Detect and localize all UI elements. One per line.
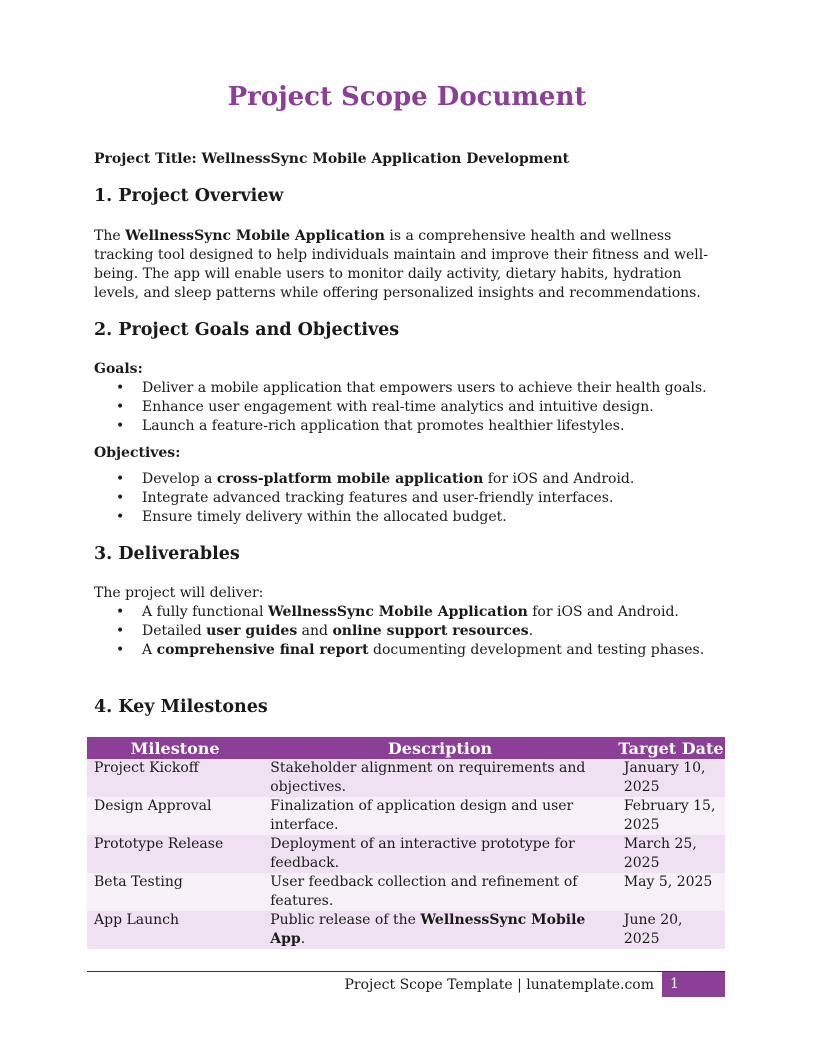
overview-paragraph: The WellnessSync Mobile Application is a comprehensive health and wellness tracking tool designed to help individuals maintain and improve their fitness and well-being. The app will enable users to monitor daily activity, dietary habits, hydration levels, and sleep patterns while offering personalized insights and recommendations.	[94, 228, 708, 301]
section-heading-overview: 1. Project Overview	[94, 186, 284, 206]
list-item: • Ensure timely delivery within the allocated budget.	[94, 508, 734, 527]
section-heading-milestones: 4. Key Milestones	[94, 697, 268, 717]
column-header-target-date: Target Date	[618, 738, 724, 758]
document-title: Project Scope Document	[227, 82, 587, 112]
project-title: Project Title: WellnessSync Mobile Application Development	[94, 151, 570, 167]
page-number: 1	[662, 972, 725, 997]
section-heading-goals: 2. Project Goals and Objectives	[94, 320, 400, 340]
section-heading-deliverables: 3. Deliverables	[94, 544, 240, 564]
objectives-label: Objectives:	[94, 445, 181, 461]
table-row	[87, 797, 725, 835]
table-row	[87, 759, 725, 797]
list-item: • Launch a feature-rich application that promotes healthier lifestyles.	[94, 417, 734, 436]
list-item: • Enhance user engagement with real-time analytics and intuitive design.	[94, 398, 734, 417]
goals-label: Goals:	[94, 361, 143, 377]
objectives-block	[94, 444, 734, 527]
milestone-cell: App Launch	[87, 911, 263, 949]
date-cell: June 20, 2025	[617, 911, 725, 949]
list-item: • A fully functional WellnessSync Mobile Application for iOS and Android.	[94, 603, 734, 622]
goals-list	[94, 379, 734, 436]
app-name: WellnessSync Mobile Application	[125, 228, 385, 244]
description-cell: User feedback collection and refinement of features.	[263, 873, 617, 911]
table-row	[87, 911, 725, 949]
date-cell: February 15, 2025	[617, 797, 725, 835]
list-item: • Deliver a mobile application that empowers users to achieve their health goals.	[94, 379, 734, 398]
description-cell: Finalization of application design and user interface.	[263, 797, 617, 835]
milestone-cell: Beta Testing	[87, 873, 263, 911]
date-cell: May 5, 2025	[617, 873, 725, 911]
column-header-milestone: Milestone	[87, 737, 263, 759]
milestone-cell: Project Kickoff	[87, 759, 263, 797]
table-row	[87, 873, 725, 911]
list-item: • Detailed user guides and online support resources.	[94, 622, 734, 641]
deliverables-intro: The project will deliver:	[94, 585, 264, 601]
table-header-row	[87, 737, 725, 759]
objectives-list	[94, 470, 734, 527]
description-cell: Stakeholder alignment on requirements and objectives.	[263, 759, 617, 797]
list-item: • Develop a cross-platform mobile application for iOS and Android.	[94, 470, 734, 489]
description-cell: Public release of the WellnessSync Mobile App.	[263, 911, 617, 949]
footer-divider	[87, 971, 725, 972]
deliverables-block	[94, 584, 734, 660]
description-cell: Deployment of an interactive prototype for feedback.	[263, 835, 617, 873]
milestones-table	[87, 737, 725, 949]
list-item: • A comprehensive final report documenting development and testing phases.	[94, 641, 734, 660]
milestone-cell: Design Approval	[87, 797, 263, 835]
milestone-cell: Prototype Release	[87, 835, 263, 873]
list-item: • Integrate advanced tracking features and user-friendly interfaces.	[94, 489, 734, 508]
date-cell: March 25, 2025	[617, 835, 725, 873]
footer-text: Project Scope Template | lunatemplate.com	[344, 977, 654, 993]
date-cell: January 10, 2025	[617, 759, 725, 797]
deliverables-list	[94, 603, 734, 660]
table-row	[87, 835, 725, 873]
goals-block	[94, 360, 734, 436]
column-header-description: Description	[263, 737, 617, 759]
